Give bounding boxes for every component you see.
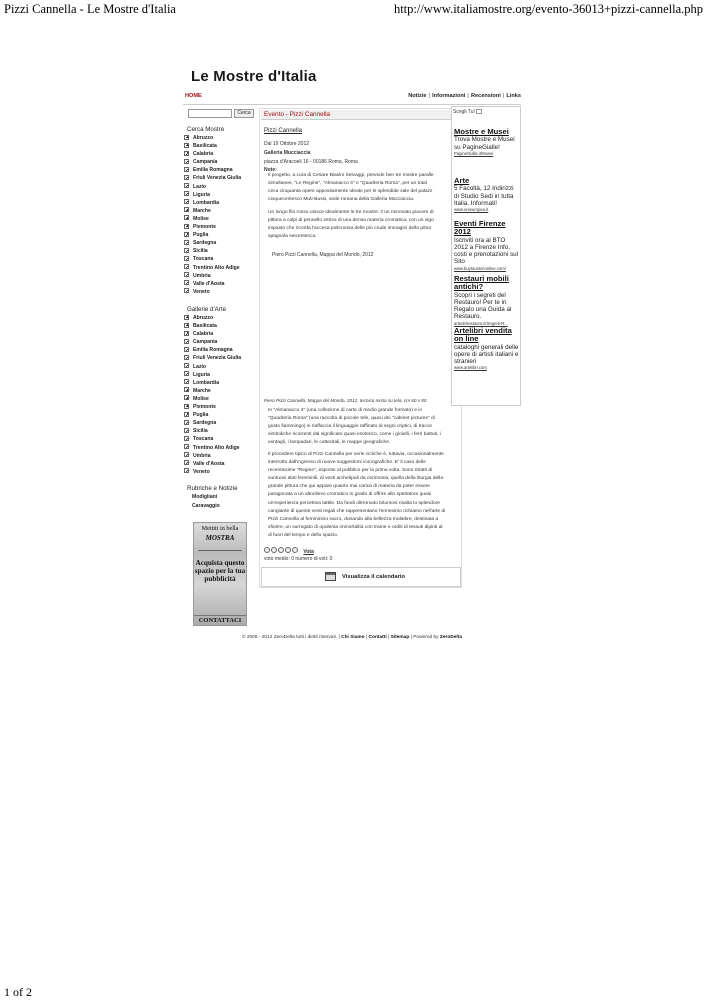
region-label: Lazio [193, 183, 207, 190]
footer-link-chi-siamo[interactable]: Chi Siamo [341, 635, 365, 640]
ad-title[interactable]: Eventi Firenze 2012 [454, 219, 506, 237]
text-line: simultanee, "Le Regine", "Almanacco 4" e "Quadreria Roma", per un total [268, 181, 427, 187]
text-line: simboliche ricorrenti dal significato quasi esoterico, come i gioielli, i ferri battuti, i [268, 432, 441, 438]
expand-plus-icon[interactable] [184, 331, 189, 336]
expand-plus-icon[interactable] [184, 412, 189, 417]
region-item[interactable] [184, 280, 254, 288]
site-footer [183, 635, 521, 640]
vota-link[interactable]: Vota [303, 549, 314, 555]
galleria-label: Umbria [193, 452, 211, 459]
galleria-item[interactable] [184, 322, 254, 330]
expand-plus-icon[interactable] [184, 151, 189, 156]
rating-summary: voto medio: 0 numero di voti: 0 [264, 556, 333, 562]
expand-plus-icon[interactable] [184, 207, 189, 212]
ad-line-1: Mettiti in bella [201, 525, 239, 532]
text-line: un'esperienza percettiva tattile. Da fondi oltremodo bitumosi risalta lo splendore [268, 500, 440, 506]
galleria-item[interactable] [184, 411, 254, 419]
ad-url[interactable]: www.buytourismonline.com/ [454, 265, 506, 271]
galleria-label: Sardegna [193, 420, 217, 427]
galleria-item[interactable] [184, 371, 254, 379]
calendar-label: Visualizza il calendario [342, 574, 406, 580]
region-item[interactable] [184, 158, 254, 166]
text-line: Pizzi Cannella al femminino sacro, donando alla bellezza muliebre, destinata a [268, 516, 439, 522]
text-line: recentissime "Regine", esposte al pubblico per la prima volta. Sono ritratti di [268, 468, 433, 474]
region-item[interactable] [184, 215, 254, 223]
ad-description: 5 Facoltà, 12 Indirizzi di Studio Sedi in tutta Italia. Informati! [454, 185, 514, 207]
text-line: spagnola seicentesca. [268, 234, 317, 240]
expand-plus-icon[interactable] [184, 167, 189, 172]
galleria-label: Toscana [193, 436, 214, 443]
ad-description: cataloghi generali delle opere di artisti italiani e stranieri [454, 343, 519, 366]
event-venue: Galleria Mucciaccia [264, 150, 311, 156]
galleria-label: Sicilia [193, 428, 208, 435]
galleria-label: Liguria [193, 371, 210, 378]
rubriche-title: Rubriche e Notizie [187, 485, 238, 492]
expand-plus-icon[interactable] [184, 452, 189, 457]
event-paragraph-1 [268, 172, 464, 204]
expand-plus-icon[interactable] [184, 256, 189, 261]
galleria-item[interactable] [184, 387, 254, 395]
galleria-item[interactable] [184, 379, 254, 387]
galleria-label: Piemonte [193, 404, 216, 411]
footer-separator: | [410, 635, 414, 640]
galleria-item[interactable] [184, 395, 254, 403]
cerca-mostre-list [184, 134, 254, 296]
expand-plus-icon[interactable] [184, 347, 189, 352]
right-ads-column [451, 106, 521, 406]
text-line: cangiante di queste vesti regali che rappresentano l'ennesimo richiamo nell'arte di [268, 508, 446, 514]
expand-plus-icon[interactable] [184, 395, 189, 400]
region-item[interactable] [184, 223, 254, 231]
region-label: Molise [193, 215, 209, 222]
search-input[interactable] [188, 109, 232, 118]
expand-plus-icon[interactable] [184, 355, 189, 360]
text-line: paragonata a un altorilievo cromatico in grado di offrire allo spettatore quasi [268, 492, 432, 498]
region-label: Calabria [193, 151, 214, 158]
text-line: Il progetto, a cura di Cesare Biasini Selvaggi, prevede ben tre mostre paralle [268, 173, 434, 178]
galleria-item[interactable] [184, 435, 254, 443]
expand-plus-icon[interactable] [184, 436, 189, 441]
text-line: circa cinquanta opere appositamente ideate per le splendide sale del palazz [268, 189, 433, 195]
expand-plus-icon[interactable] [184, 428, 189, 433]
galleria-label: Trentino Alto Adige [193, 444, 240, 451]
region-label: Veneto [193, 288, 210, 295]
star-icon[interactable] [264, 547, 270, 553]
ad-link-arte[interactable] [454, 177, 520, 212]
expand-plus-icon[interactable] [184, 420, 189, 425]
region-label: Emilia Romagna [193, 167, 233, 174]
event-note-label: Note: [264, 167, 277, 173]
text-line: grande pittura che qui appare quanto mai carica di materia da poter essere [268, 484, 431, 490]
text-line: In "Almanacco 4" (una collezione di carte di medio grande formato) e in [268, 408, 423, 413]
footer-brand-link[interactable]: ZeroDelta [439, 635, 463, 640]
ad-link-artelibri[interactable] [454, 327, 520, 370]
region-label: Liguria [193, 191, 210, 198]
region-label: Toscana [193, 256, 214, 263]
footer-separator: | [388, 635, 391, 640]
ad-title[interactable]: Mostre e Musei [454, 127, 509, 136]
region-label: Piemonte [193, 224, 216, 231]
galleria-label: Basilicata [193, 323, 217, 330]
event-date: Dal 19 Ottobre 2012 [264, 141, 310, 147]
expand-plus-icon[interactable] [184, 339, 189, 344]
rating-widget [264, 547, 314, 555]
event-paragraph-4 [268, 451, 464, 540]
galleria-item[interactable] [184, 468, 254, 476]
expand-plus-icon[interactable] [184, 135, 189, 140]
footer-separator: | [365, 635, 369, 640]
expand-plus-icon[interactable] [184, 444, 189, 449]
galleria-item[interactable] [184, 419, 254, 427]
region-label: Umbria [193, 272, 211, 279]
nav-links [408, 93, 521, 99]
galleria-label: Campania [193, 339, 218, 346]
expand-plus-icon[interactable] [184, 387, 189, 392]
ad-title[interactable]: Artelibri vendita on line [454, 326, 512, 344]
event-paragraph-3 [268, 407, 464, 447]
ad-contact: CONTATTACI [194, 615, 246, 624]
region-label: Basilicata [193, 143, 217, 150]
print-title: Pizzi Cannella - Le Mostre d'Italia [4, 2, 176, 16]
nav-link-informazioni[interactable]: Informazioni [432, 93, 466, 99]
expand-plus-icon[interactable] [184, 323, 189, 328]
galleria-label: Abruzzo [193, 315, 214, 321]
galleria-item[interactable] [184, 354, 254, 362]
text-line: pittura a colpi di pennello intriso di una densa materia cromatica, con un vigo [268, 218, 434, 224]
region-label: Campania [193, 159, 218, 166]
text-line: interrotto dall'ingresso di nuove suggestioni iconografiche. E' il caso delle [268, 460, 426, 466]
expand-plus-icon[interactable] [184, 379, 189, 384]
expand-plus-icon[interactable] [184, 280, 189, 285]
text-line: cinquecentesco Muti-Bussi, sede romana della Galleria Mucciaccia. [268, 197, 415, 203]
ad-title[interactable]: Arte [454, 176, 470, 185]
event-paragraph-2 [268, 209, 464, 241]
region-label: Lombardia [193, 199, 220, 206]
text-line: Il procedere tipico di Pizzi Cannella per serie cicliche è, tuttavia, occasionalmente [268, 452, 444, 457]
expand-plus-icon[interactable] [184, 248, 189, 253]
footer-link-sitemap[interactable]: Sitemap [390, 635, 410, 640]
ad-url[interactable]: PagineGialle.it/Musei [454, 150, 494, 156]
print-url: http://www.italiamostre.org/evento-36013+pizzi-cannella.php [393, 2, 703, 16]
expand-plus-icon[interactable] [184, 191, 189, 196]
region-item[interactable] [184, 239, 254, 247]
sidebar-ad-banner[interactable] [193, 522, 247, 626]
text-line: di fuori del tempo e dello spazio. [268, 532, 339, 538]
print-page-counter: 1 of 2 [4, 985, 32, 999]
region-label: Sardegna [193, 240, 217, 247]
expand-plus-icon[interactable] [184, 288, 189, 293]
galleria-item[interactable] [184, 330, 254, 338]
galleria-item[interactable] [184, 314, 254, 322]
nav-link-notizie[interactable]: Notizie [408, 93, 427, 99]
footer-powered-by: Powered by [413, 635, 439, 640]
region-item[interactable] [184, 191, 254, 199]
galleria-item[interactable] [184, 460, 254, 468]
text-line: ventagli, i lampadari, le cattedrali, le mappe geografiche. [268, 440, 391, 446]
calendar-button[interactable] [261, 567, 461, 587]
region-label: Trentino Alto Adige [193, 264, 240, 271]
region-item[interactable] [184, 150, 254, 158]
rating-stars [264, 547, 299, 555]
expand-plus-icon[interactable] [184, 315, 189, 320]
footer-copyright: © 2006 - 2012 ZeroDelta tutti i diritti riservati. [241, 635, 338, 640]
region-item[interactable] [184, 199, 254, 207]
region-item[interactable] [184, 166, 254, 174]
galleria-item[interactable] [184, 452, 254, 460]
expand-plus-icon[interactable] [184, 272, 189, 277]
scegli-text: Scegli Tu! [453, 109, 475, 115]
galleria-label: Valle d'Aosta [193, 460, 225, 467]
galleria-label: Veneto [193, 468, 210, 475]
text-line: sontuosi abiti femminili, di vesti archetipali da cerimonia, quella della liturgia della [268, 476, 444, 482]
event-name-link[interactable]: Pizzi Cannella [264, 128, 303, 134]
top-navigation [183, 92, 521, 104]
expand-plus-icon[interactable] [184, 224, 189, 229]
expand-plus-icon[interactable] [184, 404, 189, 409]
galleria-label: Puglia [193, 412, 209, 419]
region-item[interactable] [184, 288, 254, 296]
nav-home-link[interactable]: HOME [185, 93, 202, 99]
calendar-icon [325, 572, 336, 581]
expand-plus-icon[interactable] [184, 199, 189, 204]
cerca-mostre-title: Cerca Mostre [187, 126, 225, 133]
galleria-label: Friuli Venezia Giulia [193, 355, 242, 362]
scegli-tu-label [453, 109, 482, 115]
ad-description: Trova Mostre e Musei su PagineGialle! [454, 136, 515, 151]
galleria-item[interactable] [184, 427, 254, 435]
rubriche-list [192, 493, 262, 510]
event-content [259, 108, 462, 588]
event-address: piazza d'Aracoeli 16 - 00186 Roma, Roma [264, 159, 358, 165]
region-label: Friuli Venezia Giulia [193, 175, 242, 182]
galleria-item[interactable] [184, 444, 254, 452]
region-label: Valle d'Aosta [193, 280, 225, 287]
star-icon[interactable] [271, 547, 277, 553]
region-label: Abruzzo [193, 135, 214, 141]
image-caption: Piero Pizzi Cannella, Mappa del Mondo, 2012 [272, 252, 374, 258]
expand-plus-icon[interactable] [184, 175, 189, 180]
galleria-label: Lombardia [193, 379, 220, 386]
ad-url[interactable]: www.unieuropea.it [454, 207, 489, 213]
expand-plus-icon[interactable] [184, 232, 189, 237]
print-header [4, 2, 703, 20]
ad-title[interactable]: Restauri mobili antichi? [454, 274, 509, 292]
nav-link-links[interactable]: Links [506, 93, 521, 99]
galleria-label: Lazio [193, 363, 207, 370]
nav-separator: | [502, 93, 505, 99]
expand-plus-icon[interactable] [184, 240, 189, 245]
ad-description: Scopri i segreti del Restauro! Per te in Regalo una Guida al Restauro. [454, 291, 512, 321]
region-item[interactable] [184, 174, 254, 182]
nav-link-recensioni[interactable]: Recensioni [470, 93, 501, 99]
nav-separator: | [428, 93, 431, 99]
star-icon[interactable] [278, 547, 284, 553]
text-line: "Quadreria Roma" (una raccolta di piccole tele, quasi dei "cabinet pictures" di [268, 416, 435, 422]
galleria-label: Emilia Romagna [193, 347, 233, 354]
ad-description: Iscriviti ora al BTO 2012 a Firenze Info, costi e prenotazioni sul Sito [454, 236, 519, 266]
expand-plus-icon[interactable] [184, 264, 189, 269]
site-logo[interactable]: Le Mostre d'Italia [191, 68, 317, 85]
nav-separator: | [467, 93, 469, 99]
text-line: sfiorire, un surrogato di opulenta immortalità con trame e orditi di tessuti dipinti al [268, 524, 443, 530]
galleria-item[interactable] [184, 403, 254, 411]
region-item[interactable] [184, 255, 254, 263]
galleria-label: Molise [193, 395, 209, 402]
region-label: Sicilia [193, 248, 208, 255]
region-item[interactable] [184, 247, 254, 255]
ad-url[interactable]: www.artelibri.com [454, 365, 487, 371]
galleria-label: Calabria [193, 331, 214, 338]
adchoices-icon[interactable] [476, 109, 482, 114]
galleria-label: Marche [193, 387, 211, 394]
event-header: Evento - Pizzi Cannella [261, 110, 461, 120]
region-item[interactable] [184, 183, 254, 191]
text-line: Un lungo filo rosso unisce idealmente le tre mostre: il un rinnovato piacere di [268, 210, 434, 215]
text-line: gusto fiammingo) si riaffaccia il linguaggio raffinato di segni criptici, di tracce [268, 424, 433, 430]
galleria-item[interactable] [184, 346, 254, 354]
expand-plus-icon[interactable] [184, 460, 189, 465]
expand-plus-icon[interactable] [184, 183, 189, 188]
star-icon[interactable] [285, 547, 291, 553]
expand-plus-icon[interactable] [184, 468, 189, 473]
ad-url[interactable]: artedelrestauro.it/Segreti-R... [454, 320, 508, 326]
region-label: Puglia [193, 232, 209, 239]
artwork-caption: Piero Pizzi Cannella, Mappa del Mondo, 2012, tecnica mista su tela, cm 60 x 80 [264, 398, 427, 403]
gallerie-title: Gallerie d'Arte [187, 306, 227, 313]
expand-plus-icon[interactable] [184, 143, 189, 148]
region-item[interactable] [184, 231, 254, 239]
gallerie-list [184, 314, 254, 476]
expand-plus-icon[interactable] [184, 363, 189, 368]
header-divider [183, 104, 521, 105]
galleria-item[interactable] [184, 338, 254, 346]
galleria-item[interactable] [184, 363, 254, 371]
region-item[interactable] [184, 264, 254, 272]
search-button[interactable]: Cerca [234, 109, 254, 118]
ad-line-2: MOSTRA [205, 534, 235, 542]
footer-link-contatti[interactable]: Contatti [368, 635, 387, 640]
text-line: impasto che ricorda l'accesa policromia delle più crude immagini della pittur [268, 226, 432, 232]
rubrica-item[interactable]: Caravaggio [192, 502, 220, 509]
ad-link-eventi-firenze[interactable] [454, 220, 520, 271]
expand-plus-icon[interactable] [184, 159, 189, 164]
rubrica-item[interactable]: Modigliani [192, 494, 218, 500]
ad-link-mostre-musei[interactable] [454, 128, 520, 156]
region-item[interactable] [184, 207, 254, 215]
expand-plus-icon[interactable] [184, 371, 189, 376]
star-icon[interactable] [292, 547, 298, 553]
region-label: Marche [193, 207, 211, 214]
ad-link-restauri[interactable] [454, 275, 520, 326]
footer-separator: | [338, 635, 342, 640]
expand-plus-icon[interactable] [184, 215, 189, 220]
ad-line-3: Acquista questo spazio per la tua pubblicità [194, 559, 246, 583]
region-item[interactable] [184, 272, 254, 280]
region-item[interactable] [184, 142, 254, 150]
region-item[interactable] [184, 134, 254, 142]
ad-divider [198, 550, 242, 551]
search-form [188, 109, 254, 118]
